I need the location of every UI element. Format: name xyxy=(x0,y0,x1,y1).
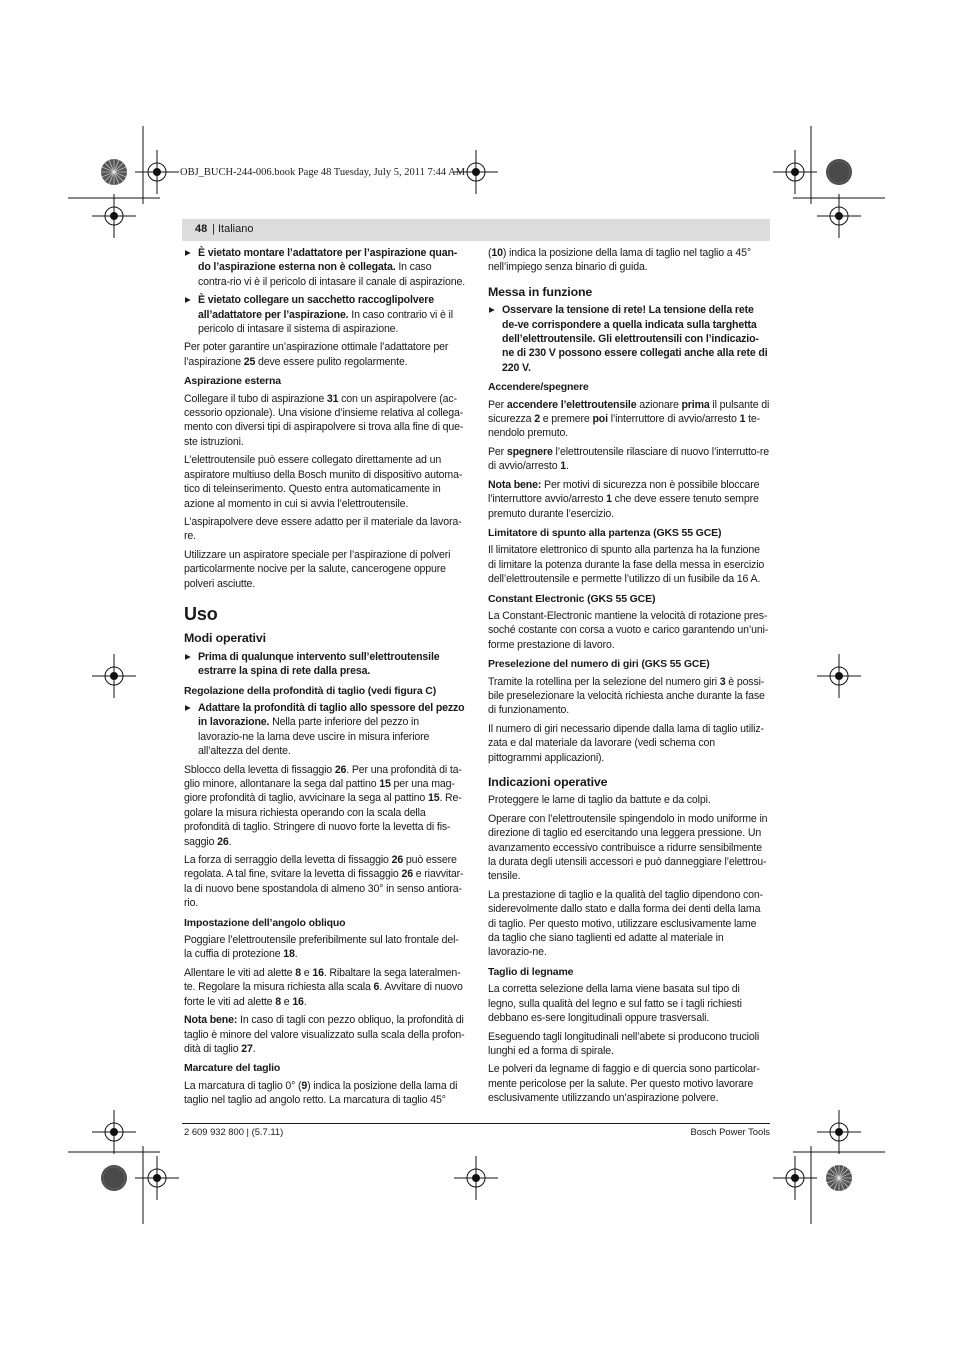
subheading: Marcature del taglio xyxy=(184,1062,281,1075)
subheading: Aspirazione esterna xyxy=(184,375,281,388)
paragraph: (10) indica la posizione della lama di taglio nel taglio a 45° nell’impiego senza binario di guida. xyxy=(488,247,751,274)
subheading: Regolazione della profondità di taglio (vedi figura C) xyxy=(184,684,437,697)
left-column xyxy=(184,246,466,1112)
paragraph: L’elettroutensile può essere collegato direttamente ad un aspiratore multiuso della Bosch munito di dispositivo automa-tico di teleinserimento. Questo entra automaticamente in azione al momento in cui si avvia l’elettroutensile. xyxy=(184,454,463,510)
subsection-heading: Messa in funzione xyxy=(488,284,593,299)
paragraph: Collegare il tubo di aspirazione 31 con un aspirapolvere (ac-cessorio opzionale). Una visione d’insieme relativa al collega-mento con diversi tipi di aspirapolvere si trova alla fine di que-ste istruzioni. xyxy=(184,392,464,448)
footer-document-number: 2 609 932 800 | (5.7.11) xyxy=(184,1126,284,1137)
subheading: Taglio di legname xyxy=(488,965,574,978)
right-column xyxy=(488,246,770,1110)
footer-rule xyxy=(182,1123,770,1124)
bullet-item: ▶ Prima di qualunque intervento sull’elettroutensile estrarre la spina di rete dalla presa. xyxy=(184,650,466,679)
subheading: Limitatore di spunto alla partenza (GKS 55 GCE) xyxy=(488,526,722,539)
paragraph: La Constant-Electronic mantiene la velocità di rotazione pres-soché costante con corsa a vuoto e carico garantendo un’uni-forme prestazione di lavoro. xyxy=(488,609,769,651)
paragraph: Tramite la rotellina per la selezione del numero giri 3 è possi-bile preselezionare la velocità richiesta anche durante la fase di funzionamento. xyxy=(488,675,765,717)
page-number: 48 xyxy=(195,223,208,235)
paragraph: La marcatura di taglio 0° (9) indica la posizione della lama di taglio nel taglio ad angolo retto. La marcatura di taglio 45° xyxy=(184,1079,458,1107)
paragraph: Utilizzare un aspiratore speciale per l’aspirazione di polveri particolarmente nocive per la salute, cancerogene oppure polveri asciutte. xyxy=(184,548,451,590)
bullet-item: ▶ Adattare la profondità di taglio allo spessore del pezzo in lavorazione. Nella parte inferiore del pezzo in lavorazio-ne la lama deve uscire in misura inferiore all’altezza del dente. xyxy=(184,701,466,759)
paragraph: Il limitatore elettronico di spunto alla partenza ha la funzione di limitare la potenza durante la fase della messa in esercizio dell’elettroutensile e permette l’utilizzo di un fusibile da 16 A. xyxy=(488,544,765,586)
paragraph: Nota bene: Per motivi di sicurezza non è possibile bloccare l’interruttore avvio/arresto 1 che deve essere tenuto sempre premuto durante l’esercizio. xyxy=(488,478,760,520)
subsection-heading: Modi operativi xyxy=(184,631,266,646)
paragraph: Poggiare l’elettroutensile preferibilmente sul lato frontale del-la cuffia di protezione 18. xyxy=(184,934,459,961)
paragraph: Eseguendo tagli longitudinali nell’abete si producono trucioli lunghi ed a forma di spirale. xyxy=(488,1030,760,1057)
paragraph: Operare con l’elettroutensile spingendolo in modo uniforme in direzione di taglio ed esercitando una leggera pressione. Un avanzamento eccessivo contribuisce a ridurre sensibilmente la durata degli utensili accessori e può danneggiare l’elettrou-tensile. xyxy=(488,812,768,883)
subheading: Accendere/spegnere xyxy=(488,381,589,394)
paragraph: L’aspirapolvere deve essere adatto per il materiale da lavora-re. xyxy=(184,515,462,543)
footer-publisher: Bosch Power Tools xyxy=(690,1126,770,1137)
paragraph: Per accendere l’elettroutensile azionare prima il pulsante di sicurezza 2 e premere poi l’interruttore di avvio/arresto 1 te-nendolo premuto. xyxy=(488,398,770,440)
bullet-item: ▶ È vietato collegare un sacchetto raccoglipolvere all’adattatore per l’aspirazione. In caso contrario vi è il pericolo di intasare il sistema di aspirazione. xyxy=(184,293,466,336)
header-language: Italiano xyxy=(218,223,254,235)
paragraph: La forza di serraggio della levetta di fissaggio 26 può essere regolata. A tal fine, svitare la levetta di fissaggio 26 e riavvitar-la di nuovo bene spostandola di almeno 30° in senso antiora-rio. xyxy=(184,854,464,910)
paragraph: Per poter garantire un’aspirazione ottimale l’adattatore per l’aspirazione 25 deve essere pulito regolarmente. xyxy=(184,341,449,368)
paragraph: Nota bene: In caso di tagli con pezzo obliquo, la profondità di taglio è minore del valore visualizzato sulla scala della profon-dità di taglio 27. xyxy=(184,1014,465,1055)
paragraph: Per spegnere l’elettroutensile rilasciare di nuovo l’interrutto-re di avvio/arresto 1. xyxy=(488,445,769,473)
subheading: Preselezione del numero di giri (GKS 55 GCE) xyxy=(488,658,710,671)
page-header-bar xyxy=(182,219,770,241)
section-heading: Uso xyxy=(184,603,218,624)
paragraph: Il numero di giri necessario dipende dalla lama di taglio utiliz-zata e dal materiale da lavorare (vedi schema con pittogrammi applicazioni). xyxy=(488,722,764,764)
book-file-line: OBJ_BUCH-244-006.book Page 48 Tuesday, July 5, 2011 7:44 AM xyxy=(180,167,466,178)
paragraph: Proteggere le lame di taglio da battute e da colpi. xyxy=(488,794,711,807)
subsection-heading: Indicazioni operative xyxy=(488,775,608,789)
paragraph: Le polveri da legname di faggio e di quercia sono particolar-mente pericolose per la salute. Per questo motivo lavorare esclusivamente utilizzando un’aspirazione polvere. xyxy=(488,1063,760,1105)
paragraph: Sblocco della levetta di fissaggio 26. Per una profondità di ta-glio minore, allontanare la sega dal pattino 15 per una mag-giore profondità di taglio, avvicinare la sega al pattino 15. Re-golare la misura richiesta operando con la scala della profondità di taglio. Stringere di nuovo forte la levetta di fis-saggio 26. xyxy=(184,763,462,848)
subheading: Impostazione dell’angolo obliquo xyxy=(184,916,346,929)
bullet-item: ▶ È vietato montare l’adattatore per l’aspirazione quan-do l’aspirazione esterna non è collegata. In caso contra-rio vi è il pericolo di intasare il canale di aspirazione. xyxy=(184,246,466,289)
header-separator: | xyxy=(212,223,215,235)
paragraph: La corretta selezione della lama viene basata sul tipo di legno, sulla qualità del legno e sul fatto se i tagli richiesti debbano es-sere longitudinali oppure trasversali. xyxy=(488,983,742,1025)
subheading: Constant Electronic (GKS 55 GCE) xyxy=(488,592,656,605)
bullet-item: ▶ Osservare la tensione di rete! La tensione della rete de-ve corrispondere a quella indicata sulla targhetta dell’elettroutensile. Gli elettroutensili con l’indicazio-ne di 230 V possono essere collegati anche alla rete di 220 V. xyxy=(488,303,770,375)
paragraph: La prestazione di taglio e la qualità del taglio dipendono con-siderevolmente dallo stato e dalla forma dei denti della lama di taglio. Per questo motivo, utilizzare esclusivamente lame da taglio che siano taglienti ed adatte al materiale in lavorazio-ne. xyxy=(488,888,764,959)
paragraph: Allentare le viti ad alette 8 e 16. Ribaltare la sega lateralmen-te. Regolare la misura richiesta alla scala 6. Avvitare di nuovo forte le viti ad alette 8 e 16. xyxy=(184,966,463,1008)
